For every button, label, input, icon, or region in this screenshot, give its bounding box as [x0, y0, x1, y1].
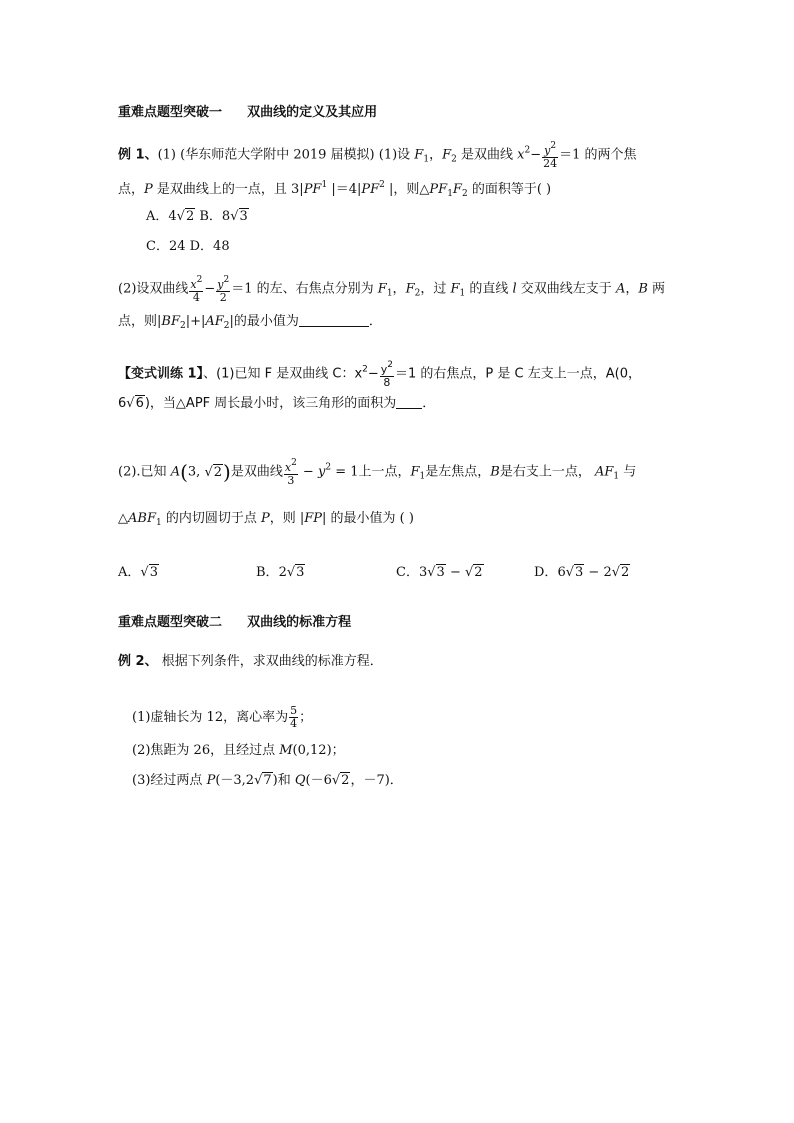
section-heading-2-left: 重难点题型突破二: [118, 615, 223, 630]
text: ，则 |: [269, 511, 305, 526]
var-abf: ABF: [128, 511, 156, 526]
example-2-item-1: [132, 705, 312, 730]
text: |的最小值为: [229, 314, 299, 329]
example-2-item-3: [132, 771, 403, 791]
var-q: Q: [294, 773, 306, 788]
text: ＝1 的左、右焦点分别为: [231, 281, 378, 297]
minus: −: [367, 366, 379, 382]
minus: −: [584, 565, 604, 580]
radicand: 2: [185, 209, 195, 224]
var-x: x: [190, 278, 197, 291]
subscript: 2: [223, 321, 230, 331]
var-l: l: [512, 281, 517, 297]
text: 2: [278, 565, 287, 580]
radicand: 2: [213, 464, 223, 480]
sqrt: √6: [126, 396, 144, 411]
denominator: 24: [543, 157, 558, 170]
superscript: 2: [196, 275, 203, 285]
fraction-y2-over-2: [216, 274, 230, 304]
fraction-y2-over-24: [542, 140, 558, 170]
example-1-line-2: [118, 175, 551, 204]
subscript: 1: [386, 288, 393, 299]
var-b: B: [490, 464, 500, 480]
var-f: F: [377, 281, 387, 297]
text: |+|: [185, 314, 206, 329]
text: 、(1)已知 F 是双曲线 C：x: [203, 366, 363, 382]
text: ，: [392, 281, 406, 297]
superscript: 2: [524, 145, 531, 156]
sqrt: √7: [254, 773, 272, 788]
superscript: 1: [321, 180, 328, 190]
subscript: 1: [459, 288, 466, 299]
example-1-label: 例 1、: [118, 147, 158, 163]
answer-blank[interactable]: [299, 312, 369, 327]
text: (3)经过两点: [132, 773, 207, 788]
var-f: F: [438, 182, 448, 197]
option-b: B．8: [195, 209, 231, 224]
var-y: y: [380, 363, 388, 376]
section-heading-2: [118, 613, 351, 633]
var-b: B: [638, 281, 648, 297]
radicand: 6: [135, 396, 144, 411]
text: △: [118, 511, 128, 526]
text: ；: [299, 710, 313, 725]
example-1-options-cd: [146, 237, 230, 257]
text: 3: [418, 565, 428, 580]
text: (－3,2: [215, 773, 255, 788]
variant-2-option-a: [118, 563, 159, 583]
radicand: 3: [436, 565, 445, 580]
sqrt: √2: [176, 209, 195, 224]
text: )和: [272, 773, 295, 788]
text: 是右支上一点，: [499, 464, 595, 480]
subscript: 1: [447, 189, 453, 199]
sqrt: √3: [230, 209, 248, 224]
text: 2: [603, 565, 612, 580]
text: ＝1 的两个焦: [559, 147, 637, 163]
text: 的直线: [465, 281, 513, 297]
superscript: 2: [291, 458, 297, 468]
option-c-label: C．: [396, 565, 419, 580]
radicand: 3: [149, 565, 158, 580]
var-fp: FP: [304, 511, 323, 526]
radicand: 2: [341, 773, 350, 788]
subscript: 2: [451, 154, 457, 165]
answer-blank[interactable]: [396, 394, 422, 409]
var-p: P: [144, 182, 153, 197]
var-f: F: [450, 281, 460, 297]
example-2-prompt: 根据下列条件，求双曲线的标准方程．: [157, 654, 383, 669]
text: | 的最小值为 ( ): [322, 511, 414, 526]
fraction-y2-over-8: [380, 359, 394, 389]
fraction-5-over-4: [289, 705, 298, 730]
text: 3,: [187, 464, 205, 480]
radicand: 2: [474, 565, 483, 580]
text: |＝4|: [327, 182, 362, 197]
var-y: y: [217, 278, 224, 291]
text: ，: [625, 281, 639, 297]
text: ，: [429, 147, 443, 163]
radicand: 3: [575, 565, 584, 580]
var-f: F: [442, 147, 452, 163]
minus: −: [204, 281, 216, 297]
var-a: A: [615, 281, 626, 297]
var-af: AF: [205, 314, 224, 329]
sqrt: √3: [286, 565, 305, 580]
denominator: 8: [383, 376, 391, 389]
var-x: x: [517, 147, 525, 163]
subscript: 2: [179, 321, 186, 331]
example-1-options-ab: [146, 207, 249, 227]
text: 是双曲线: [230, 464, 283, 480]
var-a: A: [170, 464, 181, 480]
variant-2-line-2: [118, 509, 414, 533]
subscript: 2: [414, 288, 421, 299]
sqrt: √3: [565, 565, 584, 580]
example-2-label: 例 2、: [118, 654, 158, 669]
variant-1-label: 【变式训练 1】: [118, 366, 204, 382]
text: ．: [422, 396, 436, 411]
radicand: 7: [263, 773, 272, 788]
text: 是双曲线上的一点，且 3|: [152, 182, 304, 197]
text: 是双曲线: [456, 147, 518, 163]
superscript: 2: [550, 141, 557, 151]
denominator: 4: [192, 291, 200, 304]
subscript: 1: [423, 154, 430, 165]
option-c-d: C．24 D．48: [146, 239, 230, 254]
radicand: 3: [239, 209, 248, 224]
option-a-label: A．: [118, 565, 141, 580]
text: ．: [368, 314, 382, 329]
minus: −: [298, 464, 318, 480]
example-1-source: (1) (华东师范大学附中 2019 届模拟) (1)设: [157, 147, 415, 163]
var-p: P: [206, 773, 216, 788]
right-paren: ): [223, 459, 231, 484]
var-m: M: [279, 743, 293, 758]
var-p: P: [260, 511, 270, 526]
var-x: x: [284, 461, 292, 474]
left-paren: (: [180, 459, 188, 484]
text: |，则△: [384, 182, 430, 197]
fraction-x2-over-3: [284, 457, 298, 487]
example-2-intro: [118, 652, 383, 672]
text: 与: [619, 464, 637, 480]
variant-1-line-1: [118, 359, 641, 389]
text: ，－7)．: [350, 773, 403, 788]
section-heading-1-left: 重难点题型突破一: [118, 105, 223, 120]
section-heading-2-right: 双曲线的标准方程: [247, 615, 352, 630]
superscript: 2: [223, 275, 230, 285]
example-1-part-2-line-2: [118, 312, 382, 336]
text: 点，则|: [118, 314, 162, 329]
variant-2-option-d: [534, 563, 630, 583]
superscript: 2: [379, 180, 385, 190]
example-1-part-2-line-1: [118, 274, 665, 304]
numerator: 5: [290, 704, 298, 717]
var-f: F: [405, 281, 415, 297]
sqrt: √3: [427, 565, 445, 580]
minus: −: [530, 147, 542, 163]
var-f: F: [452, 182, 462, 197]
minus: −: [445, 565, 465, 580]
text: 交双曲线左支于: [516, 281, 616, 297]
sqrt: √2: [611, 565, 630, 580]
text: 6: [557, 565, 566, 580]
variant-2-line-1: [118, 457, 636, 487]
fraction-x2-over-4: [189, 274, 203, 304]
sqrt: √2: [331, 773, 350, 788]
var-pf: PF: [303, 182, 322, 197]
denominator: 2: [219, 291, 227, 304]
text: 6: [118, 396, 127, 411]
subscript: 1: [155, 518, 162, 528]
text: )，当△APF 周长最小时，该三角形的面积为: [144, 396, 397, 411]
var-y: y: [317, 464, 326, 480]
text: (2).已知: [118, 464, 171, 480]
section-heading-1-right: 双曲线的定义及其应用: [247, 105, 378, 120]
text: (－6: [305, 773, 332, 788]
var-y: y: [544, 144, 551, 157]
option-b-label: B．: [256, 565, 279, 580]
example-1-line-1: [118, 140, 637, 170]
text: (1)虚轴长为 12，离心率为: [132, 710, 289, 725]
denominator: 4: [290, 717, 298, 730]
sqrt: √2: [204, 464, 223, 480]
subscript: 2: [461, 189, 468, 199]
var-af: AF: [594, 464, 614, 480]
option-d-label: D．: [534, 565, 558, 580]
text: (2)设双曲线: [118, 281, 189, 297]
superscript: 2: [362, 364, 368, 375]
sqrt: √3: [140, 565, 158, 580]
denominator: 3: [287, 474, 295, 487]
text: = 1上一点，: [331, 464, 411, 480]
option-a: A．4: [146, 209, 177, 224]
text: 是左焦点，: [425, 464, 491, 480]
sqrt: √2: [464, 565, 483, 580]
superscript: 2: [325, 462, 332, 473]
text: 的内切圆切于点: [161, 511, 261, 526]
superscript: 2: [387, 360, 394, 370]
text: ＝1 的右焦点，P 是 C 左支上一点，A(0，: [395, 366, 641, 382]
variant-2-option-b: [256, 563, 305, 583]
variant-1-line-2: [118, 394, 435, 414]
var-pf: PF: [361, 182, 380, 197]
text: 点，: [118, 182, 145, 197]
subscript: 1: [613, 471, 620, 482]
variant-2-option-c: [396, 563, 484, 583]
var-f: F: [414, 147, 424, 163]
text: ，过: [420, 281, 451, 297]
var-f: F: [410, 464, 420, 480]
text: 两: [647, 281, 666, 297]
answer-paren: ): [541, 182, 552, 197]
subscript: 1: [419, 471, 426, 482]
var-bf: BF: [161, 314, 180, 329]
var-p: P: [429, 182, 439, 197]
radicand: 2: [621, 565, 630, 580]
example-2-item-2: [132, 741, 345, 761]
text: (2)焦距为 26，且经过点: [132, 743, 280, 758]
section-heading-1: [118, 103, 377, 123]
radicand: 3: [296, 565, 305, 580]
text: 的面积等于(: [467, 182, 542, 197]
text: (0,12)；: [292, 743, 345, 758]
